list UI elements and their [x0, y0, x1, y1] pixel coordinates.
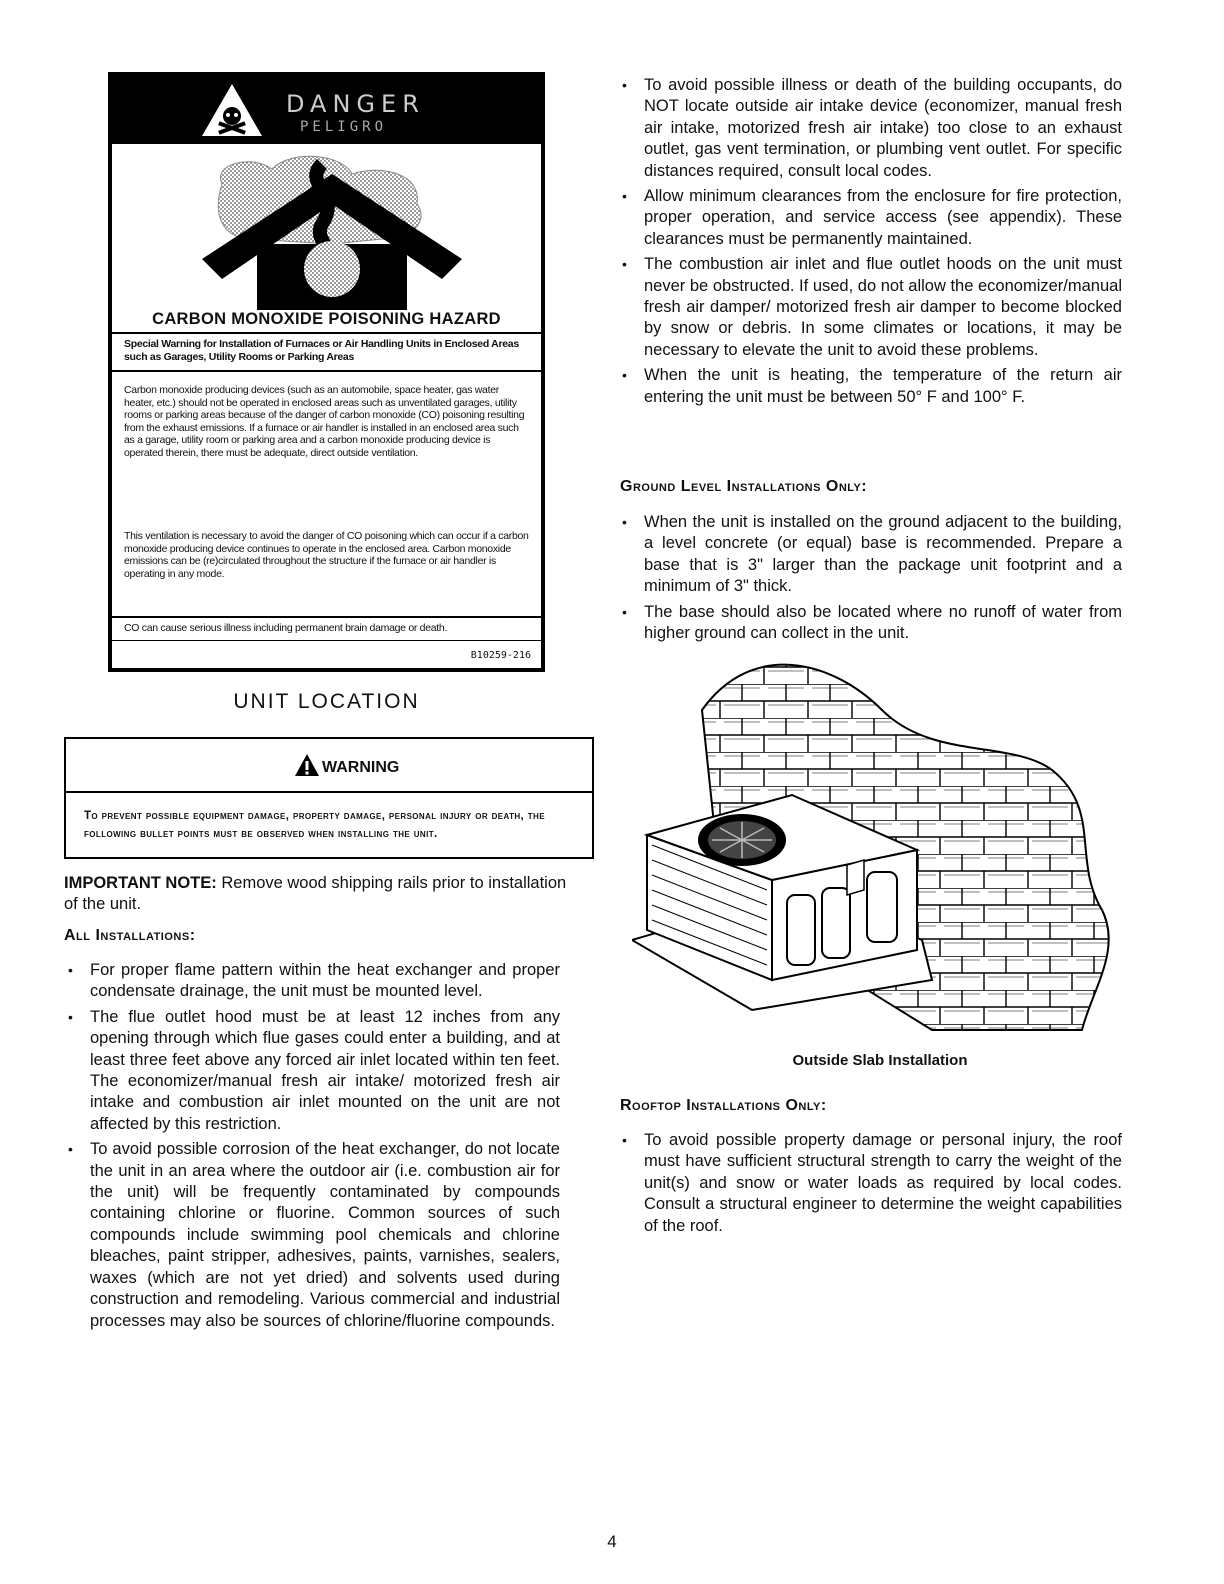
- all-installations-list: [62, 960, 560, 1336]
- list-item: • To avoid possible illness or death of the building occupants, do NOT locate outside air intake device (economizer, manual fresh air intake, motorized fresh air intake) too close to an exhaust outlet, gas vent termination, or plumbing vent outlet. For specific distances required, consult local codes.: [616, 75, 1122, 182]
- list-item: • When the unit is installed on the ground adjacent to the building, a level concrete (or equal) base is recommended. Prepare a base that is 3" larger than the package unit footprint and a minimum of 3" thick.: [616, 512, 1122, 598]
- right-bullet-list: [616, 75, 1122, 412]
- warning-icon: [294, 753, 320, 777]
- list-item: • The combustion air inlet and flue outlet hoods on the unit must never be obstructed. If used, do not allow the economizer/manual fresh air damper/ motorized fresh air damper to become blocked by snow or debris. In some climates or locations, it may be necessary to elevate the unit to avoid these problems.: [616, 254, 1122, 361]
- divider: [112, 370, 541, 372]
- danger-label: [108, 72, 545, 672]
- house-co-illustration: [192, 144, 472, 310]
- warning-text: To prevent possible equipment damage, property damage, personal injury or death, the following bullet points must be observed when installing the unit.: [84, 810, 545, 840]
- danger-label-body: [112, 144, 541, 668]
- important-note-text: Remove wood shipping rails prior to installation of the unit.: [64, 874, 567, 914]
- ground-level-list: [616, 512, 1122, 648]
- danger-title: DANGER: [286, 90, 425, 118]
- important-note-label: IMPORTANT NOTE:: [64, 874, 217, 892]
- label-paragraph-3: CO can cause serious illness including permanent brain damage or death.: [124, 622, 448, 634]
- list-item: • To avoid possible corrosion of the heat exchanger, do not locate the unit in an area where the outdoor air (i.e. combustion air for the unit) will be frequently contaminated by compounds containing chlorine or fluorine. Common sources of such compounds include swimming pool chemicals and chlorine bleaches, paint stripper, adhesives, paints, varnishes, sealers, waxes (which are not yet dried) and solvents used during construction and remodeling. Various commercial and industrial processes may also be sources of chlorine/fluorine compounds.: [62, 1139, 560, 1332]
- heading-ground-level: Ground Level Installations Only:: [620, 478, 868, 495]
- divider: [112, 332, 541, 334]
- hazard-title: CARBON MONOXIDE POISONING HAZARD: [152, 310, 501, 328]
- important-note: [64, 873, 580, 916]
- list-item: • Allow minimum clearances from the enclosure for fire protection, proper operation, and service access (see appendix). These clearances must be permanently maintained.: [616, 186, 1122, 250]
- list-item: • When the unit is heating, the temperature of the return air entering the unit must be between 50° F and 100° F.: [616, 365, 1122, 408]
- divider: [112, 640, 541, 641]
- outside-slab-illustration: [632, 650, 1128, 1036]
- rooftop-list: [616, 1130, 1122, 1241]
- special-warning: Special Warning for Installation of Furnaces or Air Handling Units in Enclosed Areas such as Garages, Utility Rooms or Parking Areas: [124, 338, 519, 363]
- page-number: 4: [607, 1532, 617, 1551]
- warning-box: [64, 737, 594, 859]
- danger-header: [108, 72, 545, 144]
- label-code: B10259-216: [470, 650, 531, 661]
- warning-header: [66, 739, 592, 793]
- list-item: • For proper flame pattern within the heat exchanger and proper condensate drainage, the unit must be mounted level.: [62, 960, 560, 1003]
- heading-all-installations: All Installations:: [64, 927, 196, 944]
- list-item: • To avoid possible property damage or personal injury, the roof must have sufficient structural strength to carry the weight of the unit(s) and snow or water loads as required by local codes. Consult a structural engineer to determine the weight capabilities of the roof.: [616, 1130, 1122, 1237]
- danger-subtitle: PELIGRO: [300, 119, 388, 135]
- label-paragraph-2: This ventilation is necessary to avoid the danger of CO poisoning which can occur if a carbon monoxide producing device continues to operate in the enclosed area. Carbon monoxide emissions can be (re)circulated throughout the structure if the furnace or air handler is operating in any mode.: [124, 530, 529, 580]
- divider: [112, 616, 541, 618]
- warning-triangle-icon: [200, 82, 264, 138]
- warning-label: WARNING: [322, 759, 400, 776]
- section-heading-unit-location: UNIT LOCATION: [233, 690, 420, 713]
- label-paragraph-1: Carbon monoxide producing devices (such as an automobile, space heater, gas water heater, etc.) should not be operated in enclosed areas such as unventilated garages, utility rooms or parking areas because of the danger of carbon monoxide (CO) poisoning resulting from the exhaust emissions. If a furnace or air handler is installed in an enclosed area such as a garage, utility room or parking area and a carbon monoxide producing device is operated therein, there must be adequate, direct outside ventilation.: [124, 384, 525, 459]
- figure-caption: Outside Slab Installation: [792, 1052, 968, 1069]
- list-item: • The flue outlet hood must be at least 12 inches from any opening through which flue gases could enter a building, and at least three feet above any forced air inlet located within ten feet. The economizer/manual fresh air intake/ motorized fresh air intake and combustion air inlet mounted on the unit are not affected by this restriction.: [62, 1007, 560, 1135]
- heading-rooftop: Rooftop Installations Only:: [620, 1097, 827, 1114]
- list-item: • The base should also be located where no runoff of water from higher ground can collect in the unit.: [616, 602, 1122, 645]
